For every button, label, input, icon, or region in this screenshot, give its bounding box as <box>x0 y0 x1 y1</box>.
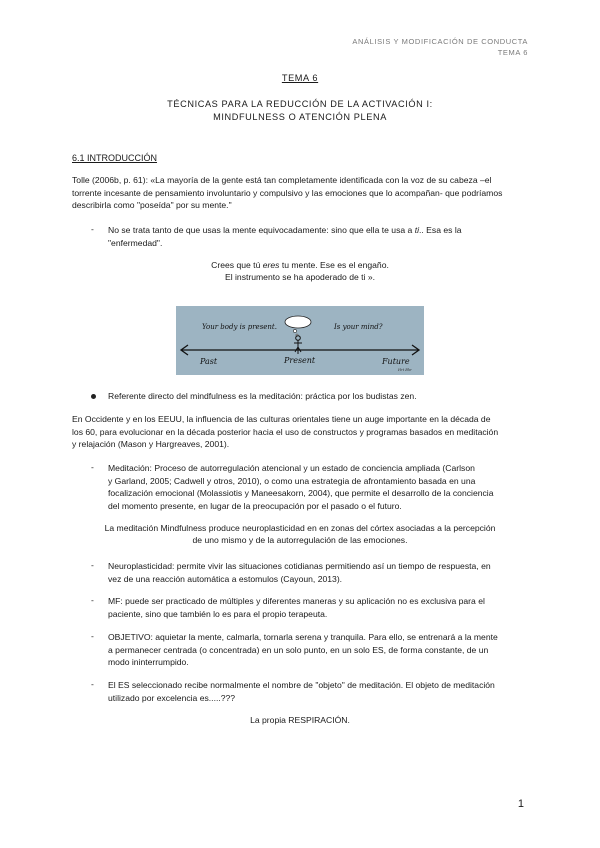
list-item-line: El ES seleccionado recibe normalmente el nombre de "objeto" de meditación. El objeto de meditación <box>108 680 495 690</box>
closing-statement: La propia RESPIRACIÓN. <box>250 715 350 725</box>
list-item-line: "enfermedad". <box>108 237 163 248</box>
paragraph-line: y relajación (Mason y Hargreaves, 2001). <box>72 439 230 449</box>
list-item-line: MF: puede ser practicado de múltiples y diferentes maneras y su aplicación no es exclusiva para el <box>108 596 485 606</box>
list-item-line: Neuroplasticidad: permite vivir las situaciones cotidianas permitiendo así un tiempo de respuesta, en <box>108 561 491 571</box>
centered-line-2: de uno mismo y de la autorregulación de las emociones. <box>192 535 408 545</box>
header-tema: TEMA 6 <box>497 48 528 57</box>
list-item-line: OBJETIVO: aquietar la mente, calmarla, tornarla serena y tranquila. Para ello, se entrenará a la mente <box>108 632 498 642</box>
title-line-2: MINDFULNESS O ATENCIÓN PLENA <box>213 112 387 122</box>
intro-line: Tolle (2006b, p. 61): «La mayoría de la gente está tan completamente identificada con la voz de su cabeza –el <box>72 175 492 185</box>
meditacion-item <box>108 462 494 512</box>
list-dash: - <box>91 679 94 689</box>
list-item <box>108 224 462 249</box>
list-item-line: focalización emocional (Molassiotis y Maneesakorn, 2004), que permite el desarrollo de la conciencia <box>108 488 494 498</box>
mf-item <box>108 595 485 620</box>
list-item-line: paciente, sino que también lo es para el propio terapeuta. <box>108 608 328 619</box>
occidente-paragraph <box>72 413 498 451</box>
quote-line-2: El instrumento se ha apoderado de ti ». <box>224 272 375 282</box>
section-heading: 6.1 INTRODUCCIÓN <box>72 153 158 163</box>
list-dash: - <box>91 560 94 570</box>
list-item-line: y Garland, 2005; Cadwell y otros, 2010), o como una estrategia de afrontamiento basada en una <box>108 475 476 486</box>
quote-line-1: Crees que tú eres tu mente. Ese es el engaño. <box>211 260 389 270</box>
list-dash: - <box>91 462 94 472</box>
list-item-line: Meditación: Proceso de autorregulación atencional y un estado de conciencia ampliada (Carlson <box>108 463 475 473</box>
list-item-line: modo ininterrumpido. <box>108 657 189 667</box>
objetivo-item <box>108 631 498 669</box>
paragraph-line: los 60, para evolucionar en la década posterior hacia el uso de constructos y programas basados en meditación <box>72 426 499 437</box>
list-item-line: No se trata tanto de que usas la mente equivocadamente: sino que ella te usa a ti.. Esa es la <box>108 225 462 235</box>
list-item-line: del momento presente, en lugar de la preocupación por el pasado o el futuro. <box>108 500 402 511</box>
intro-line: torrente incesante de pensamiento involuntario y compulsivo y las emociones que lo acompañan- que podríamos <box>72 187 503 198</box>
centered-line-1: La meditación Mindfulness produce neuroplasticidad en en zonas del córtex asociadas a la percepción <box>104 523 496 533</box>
thought-bubble <box>285 316 311 328</box>
intro-paragraph <box>72 174 502 212</box>
neuro-item <box>108 560 491 585</box>
timeline-left-thought: Your body is present. <box>202 323 277 331</box>
page-number: 1 <box>517 798 524 810</box>
list-dash: - <box>91 631 94 641</box>
list-dash: - <box>91 595 94 605</box>
tema-title: TEMA 6 <box>281 73 319 83</box>
timeline-illustration <box>176 306 424 375</box>
timeline-credit: Hrt Bhr <box>398 368 412 372</box>
bullet-text: Referente directo del mindfulness es la meditación: práctica por los budistas zen. <box>108 391 417 401</box>
timeline-past: Past <box>200 357 218 366</box>
title-line-1: TÉCNICAS PARA LA REDUCCIÓN DE LA ACTIVACIÓN I: <box>167 99 433 109</box>
document-header <box>352 37 528 57</box>
timeline-right-thought: Is your mind? <box>334 323 383 331</box>
header-subject: ANÁLISIS Y MODIFICACIÓN DE CONDUCTA <box>352 37 528 46</box>
list-item-line: a permanecer centrada (o concentrada) en un solo punto, en un solo ES, de forma constante, de un <box>108 644 489 655</box>
list-item-line: utilizado por excelencia es.....??? <box>108 692 236 703</box>
es-item <box>108 679 495 704</box>
list-item-line: vez de una reacción automática a estomulos (Cayoun, 2013). <box>108 573 343 584</box>
bullet-dot <box>91 394 96 399</box>
intro-line: describirla como "poseída" por su mente." <box>72 200 232 210</box>
list-dash: - <box>91 224 94 234</box>
timeline-present: Present <box>284 356 316 365</box>
timeline-future: Future <box>382 357 410 366</box>
paragraph-line: En Occidente y en los EEUU, la influencia de las culturas orientales tiene un auge importante en la década de <box>72 414 491 424</box>
